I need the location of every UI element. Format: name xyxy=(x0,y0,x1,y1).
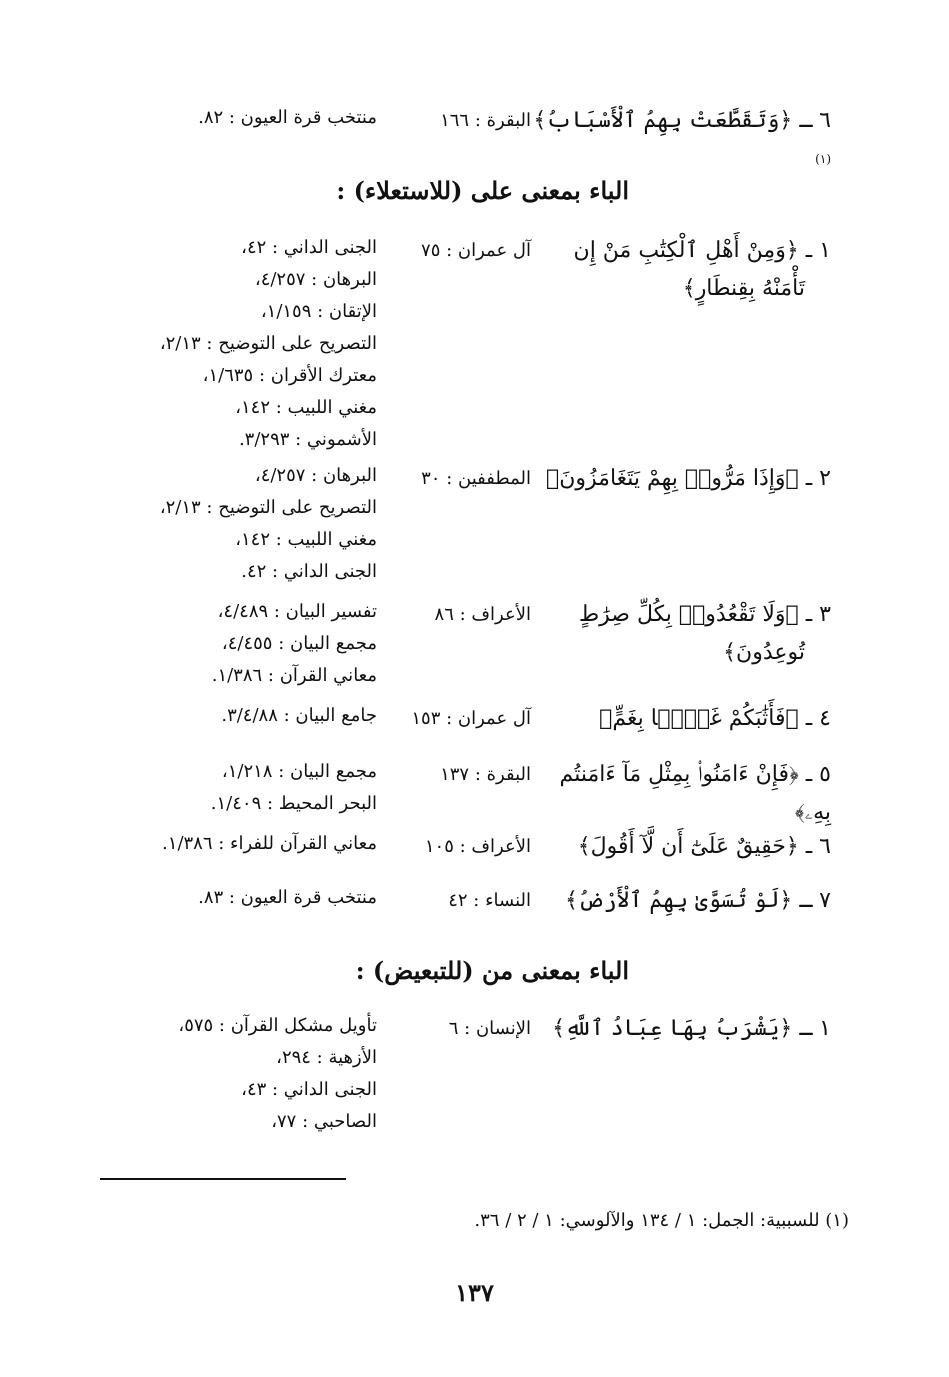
verse xyxy=(531,102,831,184)
sura-reference: المطففين : ٣٠ xyxy=(421,468,531,489)
sura-reference: الإنسان : ٦ xyxy=(448,1018,531,1039)
verse-text: تَأْمَنْهُ بِقِنطَارٍ﴾ xyxy=(682,276,805,301)
verse-text: ﴿وَمِنْ أَهْلِ ٱلْكِتَٰبِ مَنْ إِن xyxy=(573,238,799,263)
reference-line: مغني اللبيب : ١٤٢، xyxy=(235,397,377,418)
verse xyxy=(531,756,831,832)
entry-number: ٥ ـ xyxy=(805,762,831,787)
entry-number: ١ ـ xyxy=(799,1016,831,1041)
reference-line: الأشموني : ٣/٢٩٣. xyxy=(238,429,377,450)
references xyxy=(47,232,377,456)
reference-line: التصريح على التوضيح : ٢/١٣، xyxy=(159,333,377,354)
reference-line: البرهان : ٤/٢٥٧، xyxy=(254,465,377,486)
verse-text: ﴿حَقِيقٌ عَلَىٰٓ أَن لَّآ أَقُولَ﴾ xyxy=(577,834,799,859)
verse-text: ﴿لَوْ تُسَوَّىٰ بِهِمُ ٱلْأَرْضُ﴾ xyxy=(565,888,793,913)
reference-line: الأزهية : ٢٩٤، xyxy=(276,1047,377,1068)
reference-line: البرهان : ٤/٢٥٧، xyxy=(254,269,377,290)
reference-line: معاني القرآن للفراء : ١/٣٨٦. xyxy=(162,833,377,854)
reference-line: منتخب قرة العيون : ٨٢. xyxy=(198,107,377,128)
sura-reference: النساء : ٤٢ xyxy=(448,890,531,911)
reference-line: الجنى الداني : ٤٢، xyxy=(241,237,377,258)
verse xyxy=(531,700,831,738)
reference-line: معترك الأقران : ١/٦٣٥، xyxy=(202,365,377,386)
sura-reference: الأعراف : ٨٦ xyxy=(434,604,531,625)
references xyxy=(47,882,377,914)
references xyxy=(47,828,377,860)
entry-number: ٤ ـ xyxy=(805,706,831,731)
reference-line: الجنى الداني : ٤٣، xyxy=(241,1079,377,1100)
references xyxy=(47,596,377,692)
footnote-marker[interactable]: (١) xyxy=(815,152,831,166)
entry-number: ٣ ـ xyxy=(805,602,831,627)
verse xyxy=(531,596,831,672)
entry-number: ١ ـ xyxy=(805,238,831,263)
reference-line: منتخب قرة العيون : ٨٣. xyxy=(198,887,377,908)
references xyxy=(47,102,377,134)
sura-reference: البقرة : ١٦٦ xyxy=(440,110,531,131)
section-heading: الباء بمعنى من (للتبعيض) : xyxy=(355,956,629,985)
sura-reference: الأعراف : ١٠٥ xyxy=(424,836,531,857)
reference-line: تفسير البيان : ٤/٤٨٩، xyxy=(217,601,377,622)
entry-number: ٢ ـ xyxy=(805,466,831,491)
verse-text: ﴿فَأَثَٰبَكُمْ غَمًّۢا بِغَمٍّ﴾ xyxy=(599,706,799,731)
reference-line: مجمع البيان : ١/٢١٨، xyxy=(221,761,377,782)
reference-line: مجمع البيان : ٤/٤٥٥، xyxy=(221,633,377,654)
verse-text: تُوعِدُونَ﴾ xyxy=(723,640,805,665)
verse xyxy=(531,882,831,920)
page-number: ١٣٧ xyxy=(455,1278,494,1307)
entry-number: ٦ ـ xyxy=(805,834,831,859)
references xyxy=(47,460,377,588)
verse-text: ﴿فَإِنْ ءَامَنُوا۟ بِمِثْلِ مَآ ءَامَنتُم بِهِۦ﴾ xyxy=(559,762,831,825)
section-heading: الباء بمعنى على (للاستعلاء) : xyxy=(336,176,629,205)
verse-text: ﴿يَشْرَبُ بِهَا عِبَادُ ٱللَّهِ﴾ xyxy=(552,1016,793,1041)
sura-reference: آل عمران : ١٥٣ xyxy=(411,708,531,729)
sura-reference: آل عمران : ٧٥ xyxy=(421,240,531,261)
reference-line: الإتقان : ١/١٥٩، xyxy=(260,301,377,322)
entry-number: ٧ ـ xyxy=(799,888,831,913)
verse xyxy=(531,460,831,498)
verse xyxy=(531,232,831,308)
reference-line: التصريح على التوضيح : ٢/١٣، xyxy=(159,497,377,518)
reference-line: جامع البيان : ٣/٤/٨٨. xyxy=(221,705,377,726)
verse xyxy=(531,828,831,866)
verse-text: ﴿وَلَا تَقْعُدُوا۟ بِكُلِّ صِرَٰطٍ xyxy=(578,602,799,627)
reference-line: تأويل مشكل القرآن : ٥٧٥، xyxy=(178,1015,377,1036)
sura-reference: البقرة : ١٣٧ xyxy=(440,764,531,785)
verse-text: ﴿وَتَقَطَّعَتْ بِهِمُ ٱلْأَسْبَابُ﴾ xyxy=(533,108,793,133)
reference-line: الجنى الداني : ٤٢. xyxy=(241,561,377,582)
references xyxy=(47,756,377,820)
entry-number: ٦ ـ xyxy=(799,108,831,133)
reference-line: البحر المحيط : ١/٤٠٩. xyxy=(210,793,377,814)
verse xyxy=(531,1010,831,1048)
verse-text: ﴿وَإِذَا مَرُّوا۟ بِهِمْ يَتَغَامَزُونَ﴾ xyxy=(546,466,799,491)
footnote-divider xyxy=(100,1178,346,1180)
footnote: (١) للسببية: الجمل: ١ / ١٣٤ والآلوسي: ١ / ٢ / ٣٦. xyxy=(474,1210,849,1231)
reference-line: الصاحبي : ٧٧، xyxy=(271,1111,377,1132)
references xyxy=(47,700,377,732)
references xyxy=(47,1010,377,1138)
reference-line: مغني اللبيب : ١٤٢، xyxy=(235,529,377,550)
reference-line: معاني القرآن : ١/٣٨٦. xyxy=(211,665,377,686)
